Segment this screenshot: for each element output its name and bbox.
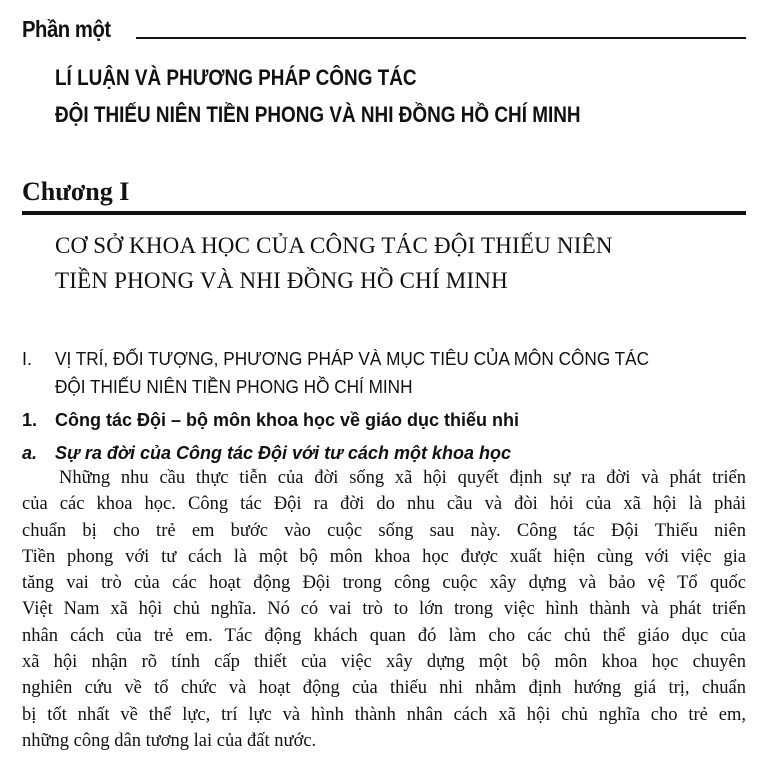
body-line: tăng vai trò của các hoạt động Đội trong công cuộc xây dựng và bảo vệ Tổ quốc <box>22 573 746 594</box>
subsection-title: Công tác Đội – bộ môn khoa học về giáo dục thiếu nhi <box>55 410 520 430</box>
part-label: Phần một <box>22 16 111 42</box>
part-title-line-2: ĐỘI THIẾU NIÊN TIỀN PHONG VÀ NHI ĐỒNG HỒ CHÍ MINH <box>55 102 581 127</box>
chapter-label: Chương I <box>22 177 130 206</box>
body-paragraph <box>22 465 746 754</box>
section-number: I. <box>22 349 33 369</box>
body-line: nghiên cứu về tổ chức và hoạt động của thiếu nhi nhằm định hướng giá trị, chuẩn <box>22 678 746 699</box>
body-line: bị tốt nhất về thể lực, trí lực và hình thành nhân cách xã hội chủ nghĩa cho trẻ em, <box>22 704 746 725</box>
part-title-line-1: LÍ LUẬN VÀ PHƯƠNG PHÁP CÔNG TÁC <box>55 65 417 90</box>
body-line: xã hội nhận rõ tính cấp thiết của việc xây dựng một bộ môn khoa học chuyên <box>22 652 746 673</box>
body-line: Những nhu cầu thực tiễn của đời sống xã hội quyết định sự ra đời và phát triển <box>59 468 746 488</box>
body-line: của các khoa học. Công tác Đội ra đời do nhu cầu và đòi hỏi của xã hội là phải <box>22 494 746 515</box>
chapter-title-line-2: TIỀN PHONG VÀ NHI ĐỒNG HỒ CHÍ MINH <box>55 268 508 293</box>
subsection-number: 1. <box>22 410 38 430</box>
part-rule-divider <box>136 37 746 39</box>
body-line: chuẩn bị cho trẻ em bước vào cuộc sống sau này. Công tác Đội Thiếu niên <box>22 520 746 541</box>
section-title-line-2: ĐỘI THIẾU NIÊN TIỀN PHONG HỒ CHÍ MINH <box>55 377 413 397</box>
chapter-rule-divider <box>22 211 746 215</box>
chapter-title-line-1: CƠ SỞ KHOA HỌC CỦA CÔNG TÁC ĐỘI THIẾU NIÊN <box>55 233 613 258</box>
section-title-line-1: VỊ TRÍ, ĐỐI TƯỢNG, PHƯƠNG PHÁP VÀ MỤC TIÊU CỦA MÔN CÔNG TÁC <box>55 349 650 369</box>
body-line: những công dân tương lai của đất nước. <box>22 730 317 751</box>
part-heading-row <box>22 14 746 50</box>
subsubsection-title: Sự ra đời của Công tác Đội với tư cách một khoa học <box>55 443 511 463</box>
subsubsection-number: a. <box>22 443 38 463</box>
body-line: Việt Nam xã hội chủ nghĩa. Nó có vai trò to lớn trong việc hình thành và phát triển <box>22 599 746 620</box>
body-line: Tiền phong với tư cách là một bộ môn khoa học được xuất hiện cùng với việc gia <box>22 546 746 567</box>
body-line: nhân cách của trẻ em. Tác động khách quan đó làm cho các chủ thể giáo dục của <box>22 625 746 646</box>
